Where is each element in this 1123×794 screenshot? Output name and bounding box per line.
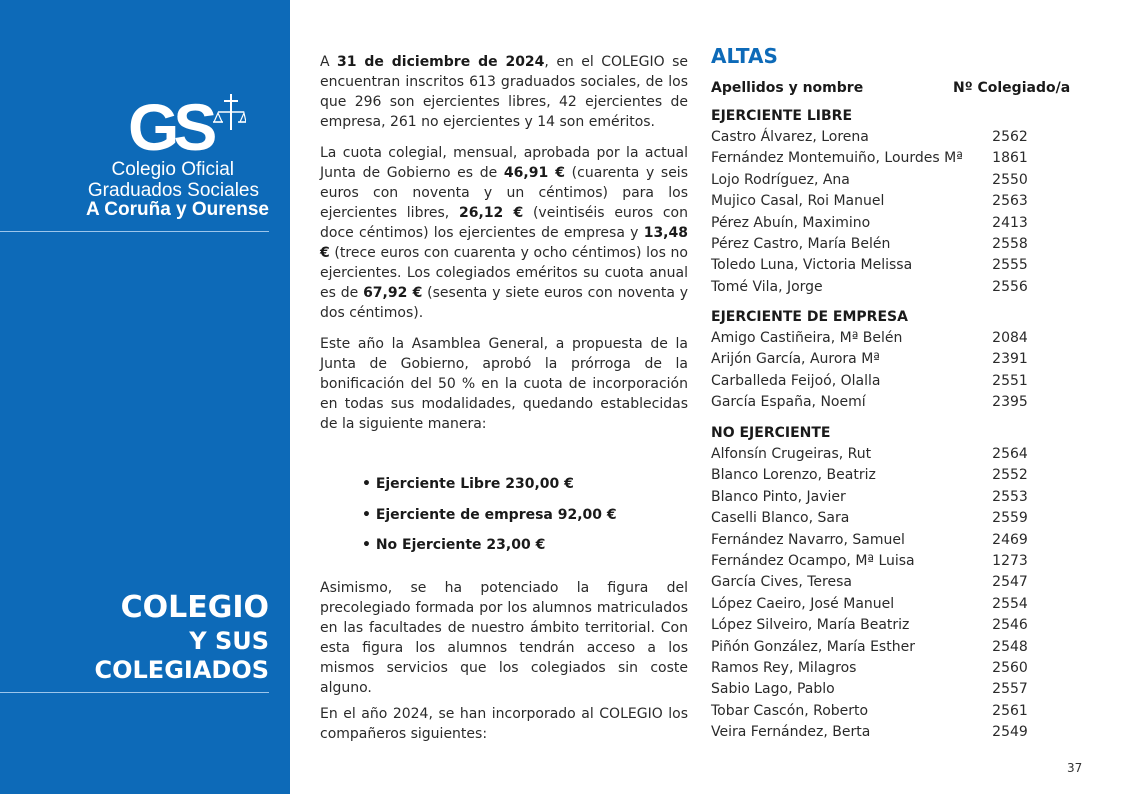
member-name: Pérez Abuín, Maximino xyxy=(711,214,871,231)
page-number: 37 xyxy=(1067,761,1083,775)
logo-mark-text: GS xyxy=(128,92,212,156)
member-number: 2548 xyxy=(992,638,1028,655)
member-name: Fernández Navarro, Samuel xyxy=(711,531,905,548)
member-name: Tomé Vila, Jorge xyxy=(711,278,823,295)
column-header-name: Apellidos y nombre xyxy=(711,80,864,96)
member-name: Toledo Luna, Victoria Melissa xyxy=(711,257,913,274)
member-number: 2391 xyxy=(992,351,1028,368)
column-header-number: Nº Colegiado/a xyxy=(953,80,1071,96)
sidebar xyxy=(0,0,290,794)
section-title-line3: COLEGIADOS xyxy=(94,656,269,684)
altas-title: ALTAS xyxy=(711,44,778,68)
member-name: Fernández Montemuiño, Lourdes Mª xyxy=(711,150,963,167)
member-number: 2395 xyxy=(992,394,1028,411)
member-name: Caselli Blanco, Sara xyxy=(711,510,850,527)
member-number: 2553 xyxy=(992,488,1028,505)
category-title: NO EJERCIENTE xyxy=(711,425,831,441)
member-name: Arijón García, Aurora Mª xyxy=(711,351,880,368)
member-number: 2564 xyxy=(992,446,1028,462)
member-number: 2469 xyxy=(992,531,1028,548)
member-number: 2547 xyxy=(992,574,1028,591)
member-number: 2557 xyxy=(992,681,1028,698)
member-name: Amigo Castiñeira, Mª Belén xyxy=(711,330,903,346)
paragraph-summary: A 31 de diciembre de 2024, en el COLEGIO se encuentran inscritos 613 graduados sociales, de los que 296 son ejercientes libres, 42 ejercientes de empresa, 261 no ejercientes y 14 son eméritos. xyxy=(320,54,688,130)
member-number: 2563 xyxy=(992,193,1028,210)
member-number: 2546 xyxy=(992,617,1028,634)
member-name: Mujico Casal, Roi Manuel xyxy=(711,193,885,210)
member-number: 2084 xyxy=(992,330,1028,346)
member-number: 2560 xyxy=(992,660,1028,676)
member-number: 2556 xyxy=(992,278,1028,295)
member-number: 2554 xyxy=(992,595,1028,612)
category-title: EJERCIENTE LIBRE xyxy=(711,108,853,124)
logo-text-region: A Coruña y Ourense xyxy=(85,199,269,220)
section-title-line1: COLEGIO xyxy=(120,590,269,625)
fee-item: • Ejerciente Libre 230,00 € xyxy=(362,476,574,492)
gs-logo-icon xyxy=(128,92,246,156)
fee-item: • No Ejerciente 23,00 € xyxy=(362,537,546,553)
member-number: 1273 xyxy=(992,553,1028,569)
paragraph-fees: La cuota colegial, mensual, aprobada por la actual Junta de Gobierno es de 46,91 € (cuarenta y seis euros con noventa y un céntimos) para los ejercientes libres, 26,12 € (veintiséis euros con doce céntimos) los ejercientes de empresa y 13,48 € (trece euros con cuarenta y ocho céntimos) los no ejercientes. Los colegiados eméritos su cuota anual es de 67,92 € (sesenta y siete euros con noventa y dos céntimos). xyxy=(320,145,689,321)
body-text xyxy=(320,52,688,445)
fee-item: • Ejerciente de empresa 92,00 € xyxy=(362,507,617,523)
member-name: López Caeiro, José Manuel xyxy=(711,595,895,612)
divider xyxy=(0,231,269,232)
member-number: 2562 xyxy=(992,129,1028,145)
member-name: Veira Fernández, Berta xyxy=(711,724,871,741)
member-number: 2413 xyxy=(992,214,1028,231)
section-title-line2: Y SUS xyxy=(189,627,269,655)
member-number: 2555 xyxy=(992,257,1028,274)
member-name: Carballeda Feijoó, Olalla xyxy=(711,372,881,389)
member-name: Blanco Lorenzo, Beatriz xyxy=(711,467,876,484)
logo-text-colegio: Colegio Oficial xyxy=(111,159,234,180)
member-number: 2550 xyxy=(992,171,1028,188)
member-name: Tobar Cascón, Roberto xyxy=(711,702,869,719)
category-title: EJERCIENTE DE EMPRESA xyxy=(711,309,908,325)
member-name: López Silveiro, María Beatriz xyxy=(711,617,910,634)
paragraph-precolegiado: Asimismo, se ha potenciado la figura del precolegiado formada por los alumnos matriculados en las facultades de nuestro ámbito territorial. Con esta figura los alumnos tendrán acceso a los mismos servicios que los colegiados sin coste alguno. xyxy=(320,580,688,696)
member-name: Castro Álvarez, Lorena xyxy=(711,129,869,145)
member-name: García España, Noemí xyxy=(711,394,866,411)
member-name: García Cives, Teresa xyxy=(711,574,852,591)
logo-text-graduados: Graduados Sociales xyxy=(87,180,259,201)
divider xyxy=(0,692,269,693)
member-name: Piñón González, María Esther xyxy=(711,638,915,655)
member-name: Fernández Ocampo, Mª Luisa xyxy=(711,553,915,569)
member-name: Pérez Castro, María Belén xyxy=(711,236,891,252)
member-name: Sabio Lago, Pablo xyxy=(711,681,835,698)
member-number: 1861 xyxy=(992,150,1028,167)
member-name: Ramos Rey, Milagros xyxy=(711,660,857,676)
member-number: 2559 xyxy=(992,510,1028,527)
member-number: 2551 xyxy=(992,372,1028,389)
member-name: Alfonsín Crugeiras, Rut xyxy=(711,446,872,462)
member-number: 2558 xyxy=(992,236,1028,252)
paragraph-bonus: Este año la Asamblea General, a propuesta de la Junta de Gobierno, aprobó la prórroga de la bonificación del 50 % en la cuota de incorporación en todas sus modalidades, quedando establecidas de la siguiente manera: xyxy=(320,336,688,432)
member-name: Lojo Rodríguez, Ana xyxy=(711,171,850,188)
member-number: 2552 xyxy=(992,467,1028,484)
member-number: 2561 xyxy=(992,702,1028,719)
member-number: 2549 xyxy=(992,724,1028,741)
member-name: Blanco Pinto, Javier xyxy=(711,488,846,505)
paragraph-incorporations: En el año 2024, se han incorporado al COLEGIO los compañeros siguientes: xyxy=(320,706,688,742)
